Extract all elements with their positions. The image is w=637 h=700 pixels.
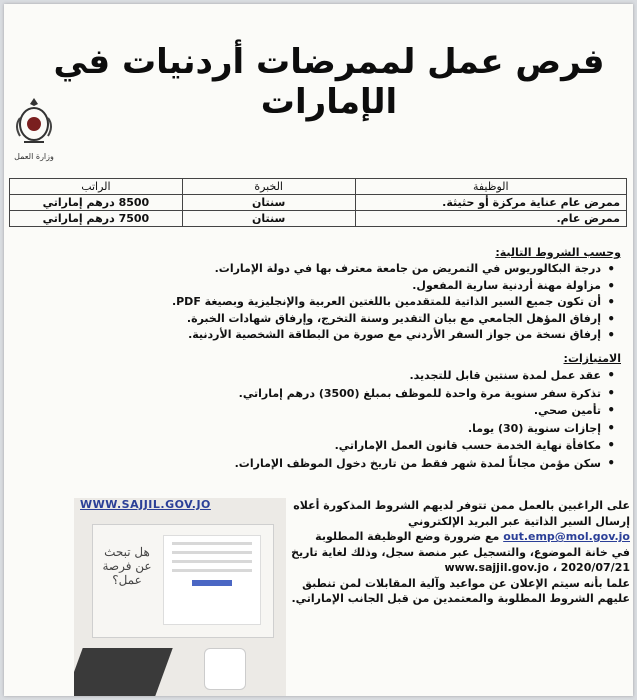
benefits-heading: الامتيازات: (563, 352, 621, 365)
email-link[interactable]: out.emp@mol.gov.jo (503, 530, 630, 543)
application-instructions (290, 498, 630, 607)
list-item: • مزاولة مهنة أردنية سارية المفعول. (21, 278, 601, 295)
conditions-heading: وحسب الشروط التالية: (495, 246, 621, 259)
keyboard-image (74, 648, 173, 696)
form-submit-graphic (192, 580, 232, 586)
ministry-label: وزارة العمل (14, 152, 54, 161)
crest-icon (12, 96, 56, 148)
table-header-row (10, 179, 627, 195)
sajjil-site-link[interactable]: www.sajjil.gov.jo (444, 561, 549, 574)
header-experience: الخبرة (182, 179, 355, 195)
apply-line-4: في خانة الموضوع، والتسجيل عبر منصة سجل، وذلك لغاية تاريخ (291, 545, 630, 559)
salary-cell: 8500 درهم إماراتي (10, 195, 183, 211)
apply-email-line (290, 529, 630, 545)
ministry-logo (4, 96, 64, 176)
apply-line-1: على الراغبين بالعمل ممن تتوفر لديهم الشروط المذكورة أعلاه (293, 499, 630, 512)
registration-form-image (163, 535, 261, 625)
sajjil-url-link[interactable]: WWW.SAJJIL.GOV.JO (80, 498, 211, 511)
promo-slogan: هل تبحث عن فرصة عمل؟ (102, 545, 152, 587)
job-cell: ممرض عام. (355, 211, 626, 227)
announcement-sheet (4, 4, 633, 696)
list-item: • مكافأة نهاية الخدمة حسب قانون العمل الإماراتي. (21, 437, 601, 455)
sajjil-promo-image (74, 498, 286, 696)
benefits-section (21, 352, 621, 472)
laptop-screen (92, 524, 274, 638)
mug-image (204, 648, 246, 690)
apply-line-5: علما بأنه سيتم الإعلان عن مواعيد وآلية المقابلات لمن تنطبق (302, 576, 630, 590)
list-item: • درجة البكالوريوس في التمريض من جامعة معترف بها في دولة الإمارات. (21, 261, 601, 278)
list-item: • إجازات سنوية (30) يوما. (21, 420, 601, 438)
apply-site-line: 2020/07/21 ، www.sajjil.gov.jo (444, 561, 630, 574)
table-row (10, 211, 627, 227)
page-title: فرص عمل لممرضات أردنيات في الإمارات (53, 42, 605, 122)
apply-line-3: مع ضرورة وضع الوظيفة المطلوبة (315, 530, 500, 543)
list-item: • إرفاق المؤهل الجامعي مع بيان التقدير وسنة التخرج، وإرفاق شهادات الخبرة. (21, 311, 601, 328)
list-item: • أن تكون جميع السير الذاتية للمتقدمين باللغتين العربية والإنجليزية وبصيغة PDF. (21, 294, 601, 311)
table-row (10, 195, 627, 211)
apply-line-2: إرسال السير الذاتية عبر البريد الإلكتروني (408, 514, 630, 528)
experience-cell: سنتان (182, 211, 355, 227)
jobs-table (9, 178, 627, 227)
header-job: الوظيفة (355, 179, 626, 195)
list-item: • تأمين صحي. (21, 402, 601, 420)
salary-cell: 7500 درهم إماراتي (10, 211, 183, 227)
list-item: • عقد عمل لمدة سنتين قابل للتجديد. (21, 367, 601, 385)
header-salary: الراتب (10, 179, 183, 195)
job-cell: ممرض عام عناية مركزة أو حثيثة. (355, 195, 626, 211)
experience-cell: سنتان (182, 195, 355, 211)
list-item: • تذكرة سفر سنوية مرة واحدة للموظف بمبلغ (3500) درهم إماراتي. (21, 385, 601, 403)
list-item: • سكن مؤمن مجاناً لمدة شهر فقط من تاريخ دخول الموظف الإمارات. (21, 455, 601, 473)
apply-line-6: عليهم الشروط المطلوبة والمعتمدين من قبل الجانب الإماراتي. (291, 592, 630, 605)
list-item: • إرفاق نسخة من جواز السفر الأردني مع صورة من البطاقة الشخصية الأردنية. (21, 327, 601, 344)
conditions-section (21, 246, 621, 344)
deadline-date: 2020/07/21 (560, 561, 630, 574)
